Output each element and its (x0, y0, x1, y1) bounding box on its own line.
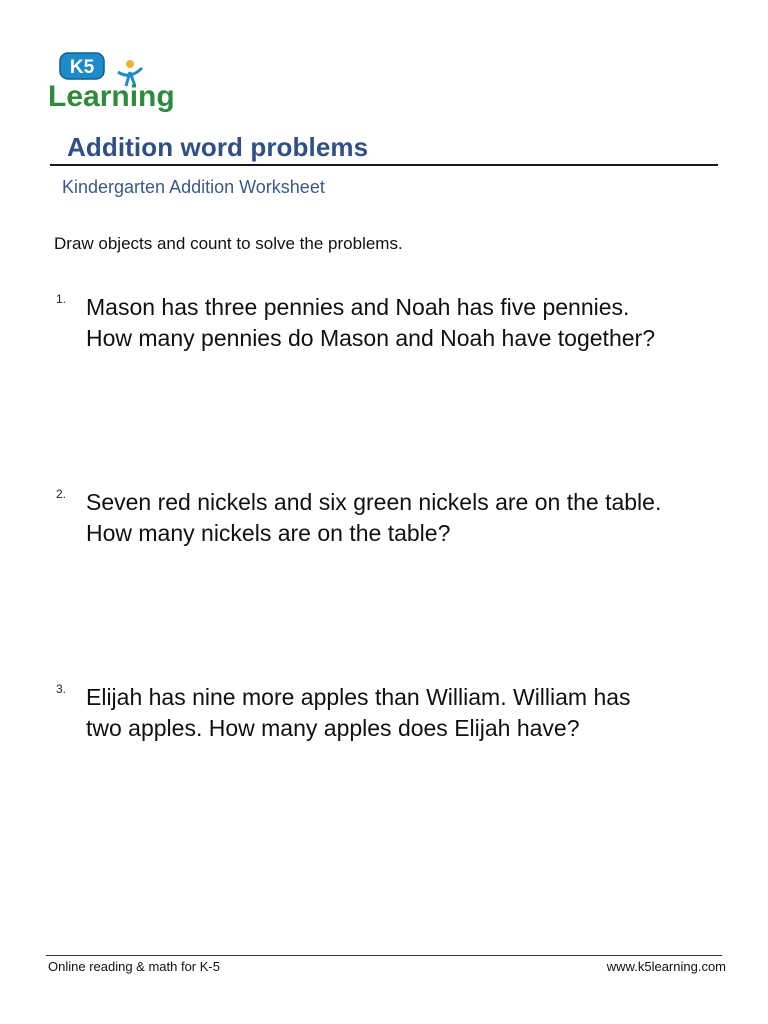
worksheet-title: Addition word problems (67, 132, 369, 162)
footer-website: www.k5learning.com (606, 959, 726, 974)
footer-divider (46, 955, 722, 956)
worksheet-subtitle: Kindergarten Addition Worksheet (62, 177, 325, 197)
instructions: Draw objects and count to solve the problems. (54, 234, 403, 253)
footer-tagline: Online reading & math for K-5 (48, 959, 220, 974)
logo-word-text: Learning (48, 80, 175, 113)
problem-number: 1. (56, 292, 67, 306)
problem-number: 2. (56, 487, 67, 501)
problem-text: Mason has three pennies and Noah has five pennies. How many pennies do Mason and Noah have together? (86, 294, 655, 351)
k5-learning-logo (46, 50, 186, 114)
problem-text: Seven red nickels and six green nickels are on the table. How many nickels are on the table? (86, 489, 662, 546)
problem-number: 3. (56, 682, 67, 696)
problem-text: Elijah has nine more apples than William. William has two apples. How many apples does Elijah have? (86, 684, 631, 741)
k5-learning-logo-graphic (46, 50, 186, 114)
title-divider (50, 164, 718, 166)
logo-badge-text: K5 (69, 57, 95, 78)
